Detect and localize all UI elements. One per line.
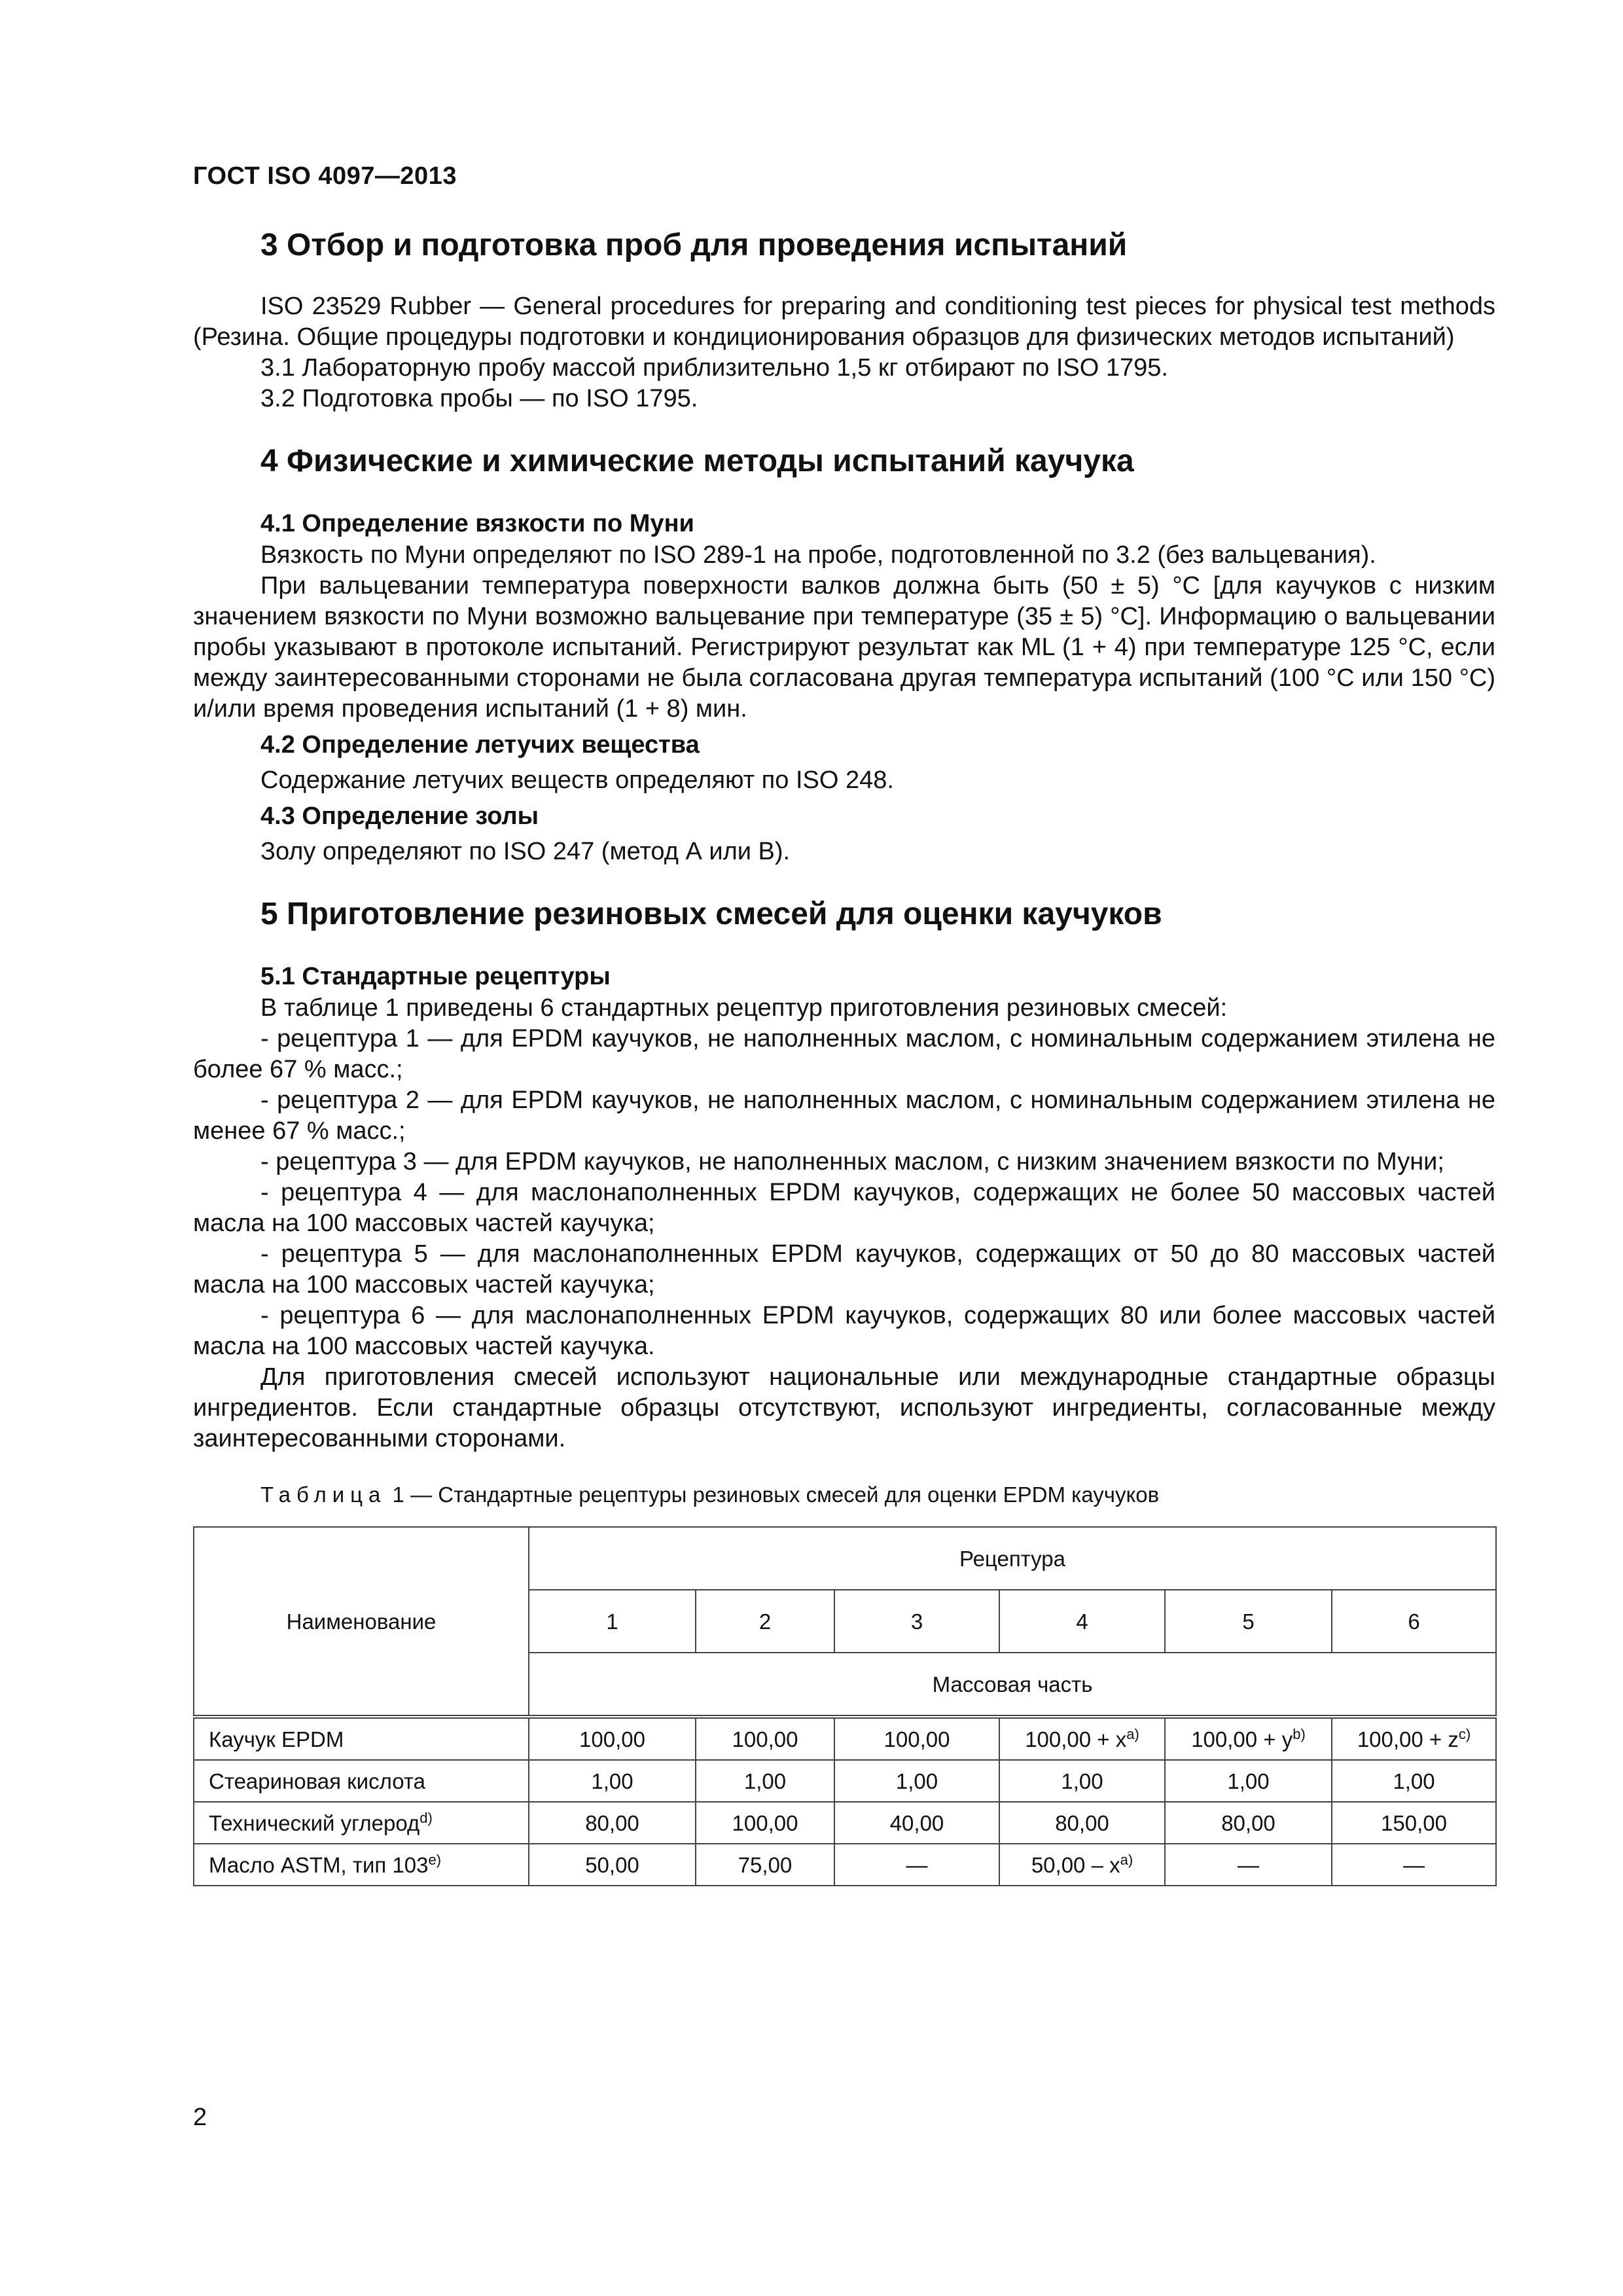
subsection-4-2-paragraph: Содержание летучих веществ определяют по ISO 248.	[260, 766, 894, 794]
table-cell	[696, 1844, 834, 1886]
table-cell	[834, 1717, 999, 1760]
footnote-marker: c)	[1458, 1725, 1471, 1742]
table-cell	[1332, 1844, 1496, 1886]
header-recipe-number: 2	[696, 1590, 834, 1653]
item-3-1: 3.1 Лабораторную пробу массой приблизительно 1,5 кг отбирают по ISO 1795.	[260, 354, 1168, 382]
page-number: 2	[193, 2104, 207, 2131]
row-name-cell	[194, 1760, 529, 1802]
cell-value: 100,00 + x	[1025, 1727, 1127, 1751]
cell-value: 50,00	[585, 1852, 639, 1877]
header-recipe-group: Рецептура	[529, 1527, 1496, 1590]
row-name-text: Масло ASTM, тип 103	[209, 1852, 429, 1877]
recipe-list-item: - рецептура 2 — для EPDM каучуков, не наполненных маслом, с номинальным содержанием этилена не менее 67 % масс.;	[193, 1086, 1495, 1145]
section-4-title: 4 Физические и химические методы испытаний каучука	[260, 444, 1134, 478]
table-row	[194, 1844, 1496, 1886]
table-cell	[529, 1802, 696, 1844]
table-cell	[529, 1717, 696, 1760]
row-name-text: Технический углерод	[209, 1810, 420, 1835]
recipe-list-item: - рецептура 4 — для маслонаполненных EPDM каучуков, содержащих не более 50 массовых частей масла на 100 массовых частей каучука;	[193, 1179, 1495, 1237]
table-caption	[193, 1480, 1495, 1509]
header-recipe-number: 1	[529, 1590, 696, 1653]
table-row	[194, 1802, 1496, 1844]
table-cell	[1165, 1844, 1332, 1886]
cell-value: 1,00	[1393, 1768, 1435, 1793]
table-cell	[999, 1717, 1165, 1760]
cell-value: 80,00	[1055, 1810, 1109, 1835]
row-name-cell	[194, 1717, 529, 1760]
row-name-cell	[194, 1802, 529, 1844]
cell-value: 100,00	[883, 1727, 950, 1751]
section-5-title: 5 Приготовление резиновых смесей для оценки каучуков	[260, 897, 1162, 931]
cell-value: 100,00	[732, 1810, 798, 1835]
subsection-5-1-intro: В таблице 1 приведены 6 стандартных рецептур приготовления резиновых смесей:	[260, 994, 1228, 1022]
section-3-title: 3 Отбор и подготовка проб для проведения испытаний	[260, 228, 1128, 262]
table-cell	[834, 1844, 999, 1886]
footnote-marker: b)	[1293, 1725, 1306, 1742]
recipe-list-item: - рецептура 1 — для EPDM каучуков, не наполненных маслом, с номинальным содержанием этилена не более 67 % масс.;	[193, 1025, 1495, 1083]
recipe-list-item: - рецептура 6 — для маслонаполненных EPDM каучуков, содержащих 80 или более массовых частей масла на 100 массовых частей каучука.	[193, 1302, 1495, 1360]
recipe-list-item: - рецептура 5 — для маслонаполненных EPDM каучуков, содержащих от 50 до 80 массовых частей масла на 100 массовых частей каучука;	[193, 1240, 1495, 1299]
table-cell	[834, 1802, 999, 1844]
page-content	[193, 226, 1495, 1886]
cell-value: 1,00	[591, 1768, 633, 1793]
table-cell	[999, 1760, 1165, 1802]
row-name-cell	[194, 1844, 529, 1886]
header-recipe-number: 5	[1165, 1590, 1332, 1653]
cell-value: 100,00 + z	[1357, 1727, 1459, 1751]
header-recipe-number: 4	[999, 1590, 1165, 1653]
cell-value: 50,00 – x	[1031, 1852, 1120, 1877]
cell-value: 100,00	[732, 1727, 798, 1751]
table-cell	[834, 1760, 999, 1802]
subsection-5-1-title: 5.1 Стандартные рецептуры	[260, 963, 611, 990]
cell-value: —	[1403, 1852, 1425, 1877]
table-cell	[1332, 1717, 1496, 1760]
row-name-text: Стеариновая кислота	[209, 1768, 425, 1793]
cell-value: 40,00	[889, 1810, 944, 1835]
header-name-cell: Наименование	[194, 1527, 529, 1717]
section-3-reference: ISO 23529 Rubber — General procedures for preparing and conditioning test pieces for physical test methods (Резина. Общие процедуры подготовки и кондиционирования образцов для физических методов испытаний)	[193, 293, 1495, 351]
subsection-4-2-title: 4.2 Определение летучих вещества	[260, 731, 700, 759]
recipe-list-item: - рецептура 3 — для EPDM каучуков, не наполненных маслом, с низким значением вязкости по Муни;	[260, 1148, 1444, 1175]
row-name-text: Каучук EPDM	[209, 1727, 344, 1751]
subsection-4-1-title: 4.1 Определение вязкости по Муни	[260, 510, 694, 537]
subsection-4-3-paragraph: Золу определяют по ISO 247 (метод А или В).	[260, 838, 791, 865]
cell-value: 1,00	[1227, 1768, 1270, 1793]
item-3-2: 3.2 Подготовка пробы — по ISO 1795.	[260, 385, 698, 412]
cell-value: 80,00	[585, 1810, 639, 1835]
cell-value: —	[906, 1852, 928, 1877]
subsection-4-1-paragraph-1: Вязкость по Муни определяют по ISO 289-1 на пробе, подготовленной по 3.2 (без вальцевания).	[260, 541, 1376, 569]
cell-value: —	[1238, 1852, 1259, 1877]
table-caption-label: Таблица	[260, 1482, 387, 1507]
recipes-table	[193, 1526, 1497, 1886]
header-recipe-number: 3	[834, 1590, 999, 1653]
table-cell	[999, 1844, 1165, 1886]
footnote-marker: а)	[1120, 1851, 1133, 1868]
cell-value: 75,00	[738, 1852, 793, 1877]
subsection-5-1-outro: Для приготовления смесей используют национальные или международные стандартные образцы ингредиентов. Если стандартные образцы отсутствуют, используют ингредиенты, согласованные между заинтересованными сторонами.	[193, 1363, 1495, 1452]
table-cell	[1165, 1802, 1332, 1844]
cell-value: 1,00	[895, 1768, 938, 1793]
table-body	[194, 1717, 1496, 1886]
table-cell	[696, 1717, 834, 1760]
table-row	[194, 1717, 1496, 1760]
subsection-4-3-title: 4.3 Определение золы	[260, 802, 539, 830]
table-cell	[1165, 1760, 1332, 1802]
table-cell	[529, 1844, 696, 1886]
cell-value: 100,00 + y	[1191, 1727, 1293, 1751]
table-caption-text: 1 — Стандартные рецептуры резиновых смесей для оценки EPDM каучуков	[386, 1482, 1160, 1507]
footnote-marker: а)	[1126, 1725, 1139, 1742]
table-cell	[696, 1760, 834, 1802]
table-cell	[999, 1802, 1165, 1844]
table-cell	[1332, 1760, 1496, 1802]
cell-value: 1,00	[1061, 1768, 1103, 1793]
cell-value: 150,00	[1381, 1810, 1447, 1835]
table-cell	[696, 1802, 834, 1844]
footnote-marker: d)	[419, 1809, 433, 1826]
header-recipe-number: 6	[1332, 1590, 1496, 1653]
cell-value: 80,00	[1221, 1810, 1275, 1835]
document-code-header: ГОСТ ISO 4097—2013	[193, 162, 457, 190]
subsection-4-1-paragraph-2: При вальцевании температура поверхности валков должна быть (50 ± 5) °С [для каучуков с низким значением вязкости по Муни возможно вальцевание при температуре (35 ± 5) °С]. Информацию о вальцевании пробы указывают в протоколе испытаний. Регистрируют результат как ML (1 + 4) при температуре 125 °С, если между заинтересованными сторонами не была согласована другая температура испытаний (100 °С или 150 °С) и/или время проведения испытаний (1 + 8) мин.	[193, 572, 1495, 723]
cell-value: 1,00	[743, 1768, 787, 1793]
table-cell	[1332, 1802, 1496, 1844]
header-unit: Массовая часть	[529, 1653, 1496, 1717]
table-cell	[529, 1760, 696, 1802]
footnote-marker: е)	[428, 1851, 442, 1868]
table-cell	[1165, 1717, 1332, 1760]
table-row	[194, 1760, 1496, 1802]
cell-value: 100,00	[579, 1727, 645, 1751]
